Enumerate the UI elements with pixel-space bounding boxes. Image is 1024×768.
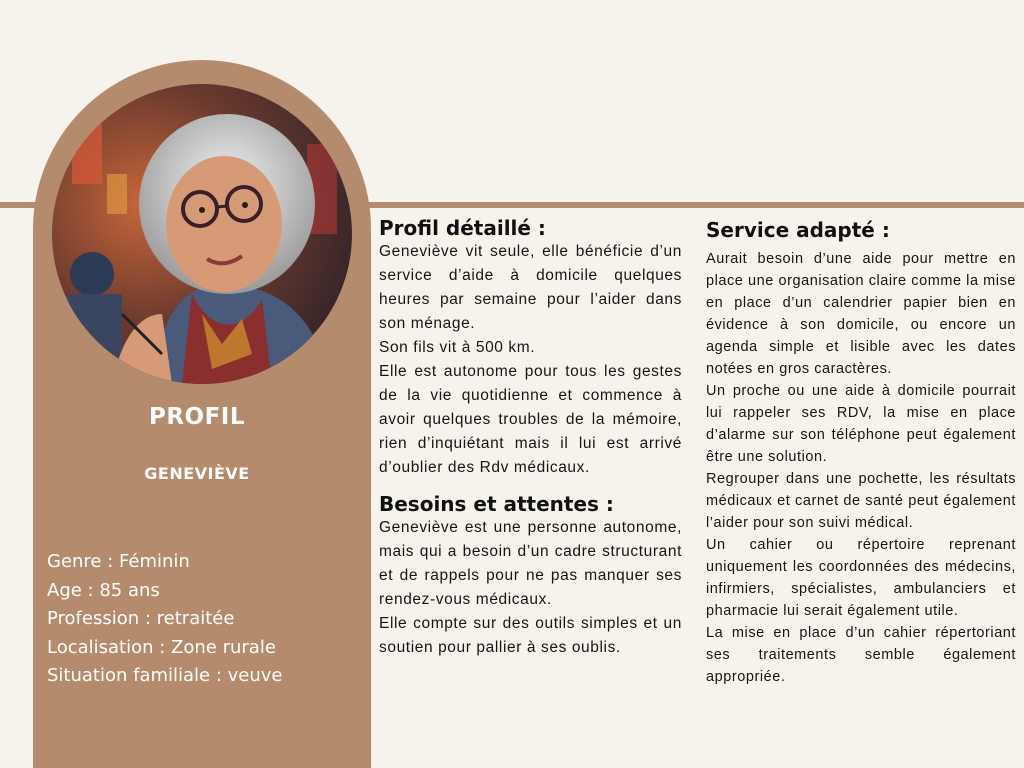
service-paragraph: La mise en place d’un cahier répertoriant ses traitements semble également appropriée. (706, 625, 1016, 685)
service-paragraph: Un proche ou une aide à domicile pourrait lui rappeler ses RDV, la mise en place d’alarme sur son téléphone peut également être une solution. (706, 383, 1016, 465)
profile-name: GENEVIÈVE (144, 464, 250, 483)
fact-profession: Profession : retraitée (47, 608, 235, 629)
fact-gender: Genre : Féminin (47, 551, 190, 572)
service-column (706, 218, 1016, 688)
besoins-paragraph: Elle compte sur des outils simples et un soutien pour pallier à ses oublis. (379, 615, 682, 656)
fact-family-status: Situation familiale : veuve (47, 665, 283, 686)
profile-facts-list (47, 548, 283, 691)
profil-detaille-heading: Profil détaillé : (379, 216, 546, 240)
portrait-photo (52, 84, 352, 384)
service-paragraph: Regrouper dans une pochette, les résultats médicaux et carnet de santé peut également l’aider pour son suivi médical. (706, 471, 1016, 531)
detail-column (379, 216, 682, 660)
elderly-woman-portrait (52, 84, 352, 384)
service-heading: Service adapté : (706, 218, 890, 242)
profile-title: PROFIL (148, 404, 246, 430)
profil-detaille-paragraph: Geneviève vit seule, elle bénéficie d’un service d’aide à domicile quelques heures par semaine pour l’aider dans son ménage. (379, 243, 682, 332)
service-paragraph: Aurait besoin d’une aide pour mettre en place une organisation claire comme la mise en place d’un calendrier papier bien en évidence à son domicile, ou encore un agenda simple et lisible avec les dates notées en gros caractères. (706, 251, 1016, 377)
fact-age: Age : 85 ans (47, 579, 160, 601)
besoins-heading: Besoins et attentes : (379, 492, 614, 516)
besoins-paragraph: Geneviève est une personne autonome, mais qui a besoin d’un cadre structurant et de rappels pour ne pas manquer ses rendez-vous médicaux. (379, 519, 682, 608)
fact-location: Localisation : Zone rurale (47, 636, 276, 658)
service-paragraph: Un cahier ou répertoire reprenant uniquement les coordonnées des médecins, infirmiers, spécialistes, ambulanciers et pharmacie lui serait également utile. (706, 537, 1016, 619)
profil-detaille-paragraph: Elle est autonome pour tous les gestes de la vie quotidienne et commence à avoir quelques troubles de la mémoire, rien d’inquiétant mais il lui est arrivé d’oublier des Rdv médicaux. (379, 363, 682, 476)
profil-detaille-paragraph: Son fils vit à 500 km. (379, 339, 536, 356)
